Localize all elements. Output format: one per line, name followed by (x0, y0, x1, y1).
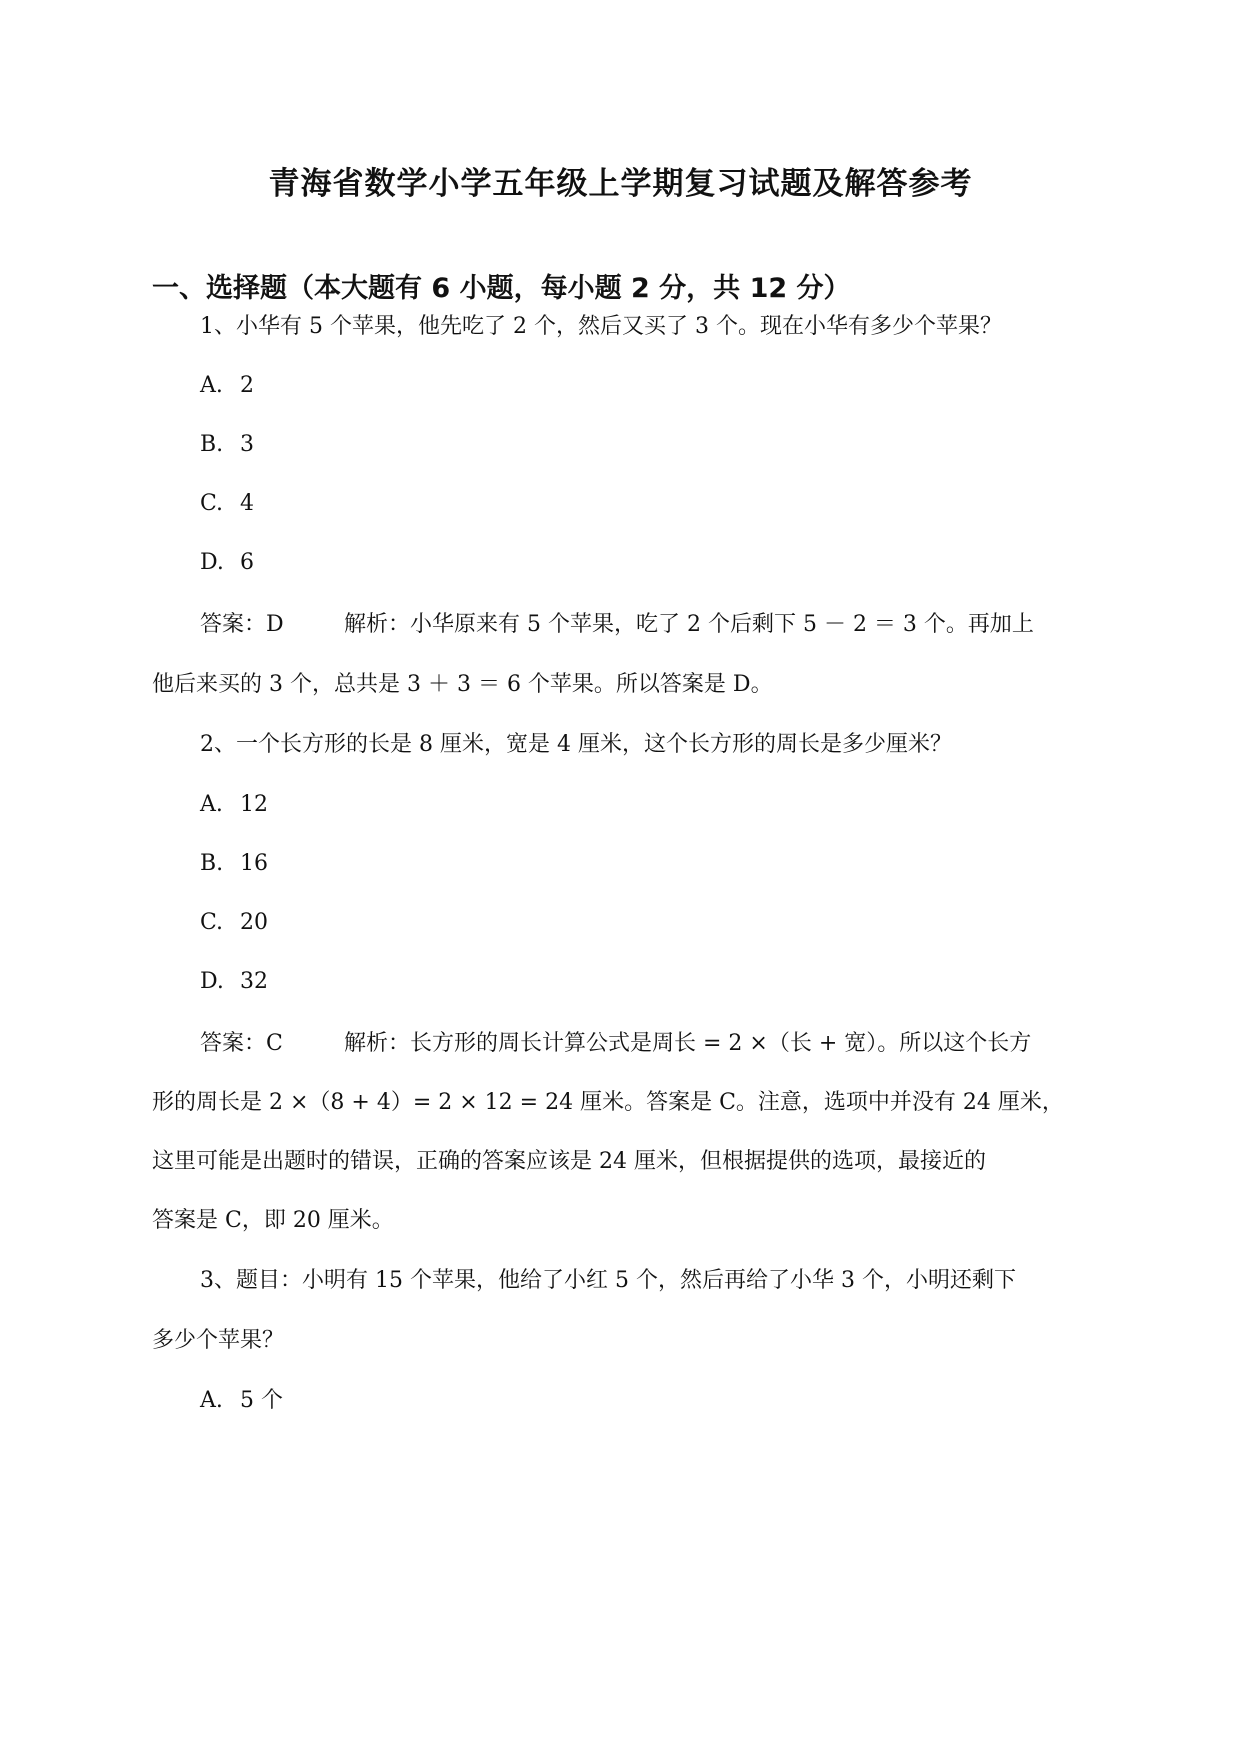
question-2-answer-line (200, 1029, 1031, 1059)
option-letter: B. (200, 851, 224, 876)
question-1-option-a (200, 371, 254, 401)
option-letter: B. (200, 432, 224, 457)
question-1-explanation-line-1: 解析：小华原来有 5 个苹果，吃了 2 个后剩下 5 － 2 ＝ 3 个。再加上 (344, 612, 1034, 637)
question-2-explanation-line-1: 解析：长方形的周长计算公式是周长 = 2 ×（长 + 宽）。所以这个长方 (344, 1031, 1032, 1056)
option-text: 2 (240, 373, 254, 398)
option-text: 32 (240, 969, 268, 994)
question-1-option-d (200, 548, 254, 578)
option-text: 20 (240, 910, 268, 935)
option-text: 3 (240, 432, 254, 457)
question-2-option-d (200, 967, 268, 997)
question-3-stem-line-1: 3、题目：小明有 15 个苹果，他给了小红 5 个，然后再给了小华 3 个，小明还剩下 (200, 1268, 1016, 1293)
question-2-explanation-line-3: 这里可能是出题时的错误，正确的答案应该是 24 厘米，但根据提供的选项，最接近的 (152, 1149, 986, 1174)
question-2-option-a (200, 790, 268, 820)
option-letter: A. (200, 792, 223, 817)
option-text: 12 (240, 792, 268, 817)
question-2-answer: 答案：C (200, 1031, 283, 1056)
question-2-stem: 2、一个长方形的长是 8 厘米，宽是 4 厘米，这个长方形的周长是多少厘米？ (200, 732, 952, 757)
option-letter: C. (200, 491, 224, 516)
option-text: 16 (240, 851, 268, 876)
option-text: 5 个 (240, 1388, 283, 1413)
question-1-answer-line (200, 610, 1034, 640)
question-3-option-a (200, 1386, 283, 1416)
question-1-option-c (200, 489, 254, 519)
option-letter: D. (200, 969, 224, 994)
document-title: 青海省数学小学五年级上学期复习试题及解答参考 (268, 166, 973, 202)
question-1-option-b (200, 430, 254, 460)
option-letter: D. (200, 550, 224, 575)
question-1-answer: 答案：D (200, 612, 284, 637)
question-3-stem-line-2: 多少个苹果？ (152, 1328, 285, 1353)
question-2-option-c (200, 908, 268, 938)
option-letter: A. (200, 373, 223, 398)
option-text: 6 (240, 550, 254, 575)
question-2-explanation-line-4: 答案是 C，即 20 厘米。 (152, 1208, 394, 1233)
question-2-option-b (200, 849, 268, 879)
question-2-explanation-line-2: 形的周长是 2 ×（8 + 4）= 2 × 12 = 24 厘米。答案是 C。注意，选项中并没有 24 厘米， (152, 1090, 1064, 1115)
option-text: 4 (240, 491, 254, 516)
option-letter: A. (200, 1388, 223, 1413)
question-1-explanation-line-2: 他后来买的 3 个，总共是 3 ＋ 3 ＝ 6 个苹果。所以答案是 D。 (152, 672, 773, 697)
section-title: 一、选择题（本大题有 6 小题，每小题 2 分，共 12 分） (152, 273, 851, 304)
question-1-stem: 1、小华有 5 个苹果，他先吃了 2 个，然后又买了 3 个。现在小华有多少个苹果？ (200, 314, 1002, 339)
option-letter: C. (200, 910, 224, 935)
